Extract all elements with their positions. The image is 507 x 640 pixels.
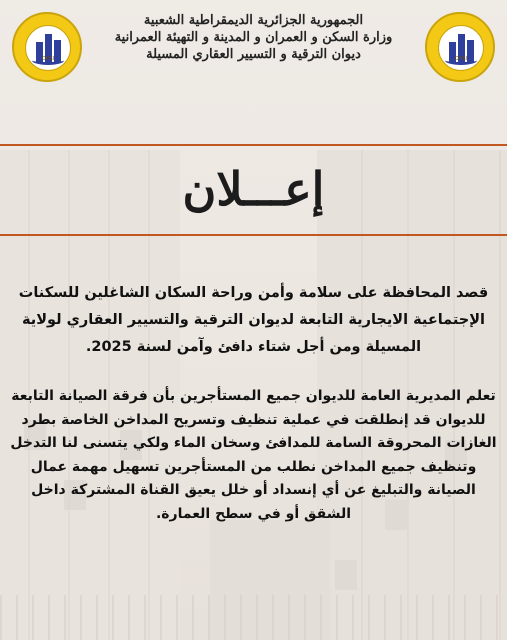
ministry-name: وزارة السكن و العمران و المدينة و التهيئة العمرانية (114, 30, 393, 45)
divider-bottom (0, 234, 507, 236)
logo-emblem (25, 25, 71, 71)
opgi-logo-left (12, 12, 82, 82)
logo-label: OPGI (454, 56, 468, 62)
intro-paragraph: قصد المحافظة على سلامة وأمن وراحة السكان الشاغلين للسكنات الإجتماعية الايجارية التابعة لديوان الترقية والتسيير العقاري لولاية المسيلة ومن أجل شتاء دافئ وآمن لسنة 2025. (18, 285, 489, 355)
letterhead (0, 8, 507, 86)
announcement-heading: إعـــلان (182, 162, 325, 216)
republic-name: الجمهورية الجزائرية الديمقراطية الشعبية (143, 13, 364, 28)
opgi-logo-right (425, 12, 495, 82)
notice-paragraph: تعلم المديرية العامة للديوان جميع المستأجرين بأن فرقة الصيانة التابعة للديوان قد إنطلقت في عملية تنظيف وتسريح المداخن الخاصة بطرد الغازات المحروقة السامة للمدافئ وسخان الماء ولكي يتسنى لنا التدخل وتنظيف جميع المداخن نطلب من المستأجرين تسهيل مهمة عمال الصيانة والتبليغ عن أي إنسداد أو خلل يعيق القناة المشتركة داخل الشقق أو في سطح العمارة. (10, 388, 497, 522)
office-name: ديوان الترقية و التسيير العقاري المسيلة (146, 47, 361, 62)
institution-title (80, 12, 427, 63)
logo-emblem (438, 25, 484, 71)
logo-label: OPGI (41, 56, 55, 62)
